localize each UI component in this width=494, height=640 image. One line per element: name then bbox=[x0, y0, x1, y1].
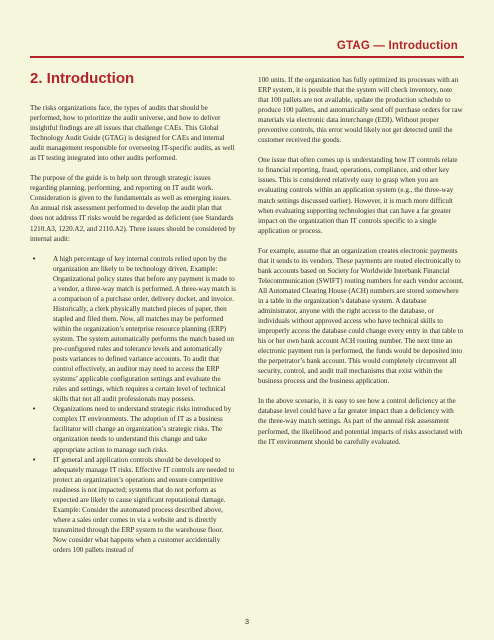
bullet-icon: • bbox=[32, 254, 37, 263]
list-item bbox=[30, 455, 236, 555]
page-number: 3 bbox=[244, 617, 250, 626]
list-item-text: Organizations need to understand strategic risks introduced by complex IT environments. The adoption of IT as a business facilitator will change an organization’s strategic risks. The organization needs to understand this change and take appropriate action to manage such risks. bbox=[53, 405, 232, 454]
intro-paragraph-1: The risks organizations face, the types of audits that should be performed, how to prioritize the audit universe, and how to deliver insightful findings are all issues that challenge CAEs. This Global Technology Audit Guide (GTAG) is designed for CAEs and internal audit management responsible for overseeing IT-specific audits, as well as IT testing integrated into other audits performed. bbox=[30, 104, 235, 163]
bullet-icon: • bbox=[32, 455, 37, 464]
body-paragraph-2: One issue that often comes up is understanding how IT controls relate to financial reporting, fraud, operations, compliance, and other key issues. This is considered relatively easy to grasp when you are evaluating controls within an application system (e.g., the three-way match settings discussed earlier). However, it is much more difficult when evaluating supporting technologies that can have a far greater impact on the organization than IT controls specific to a single application or process. bbox=[258, 156, 458, 235]
section-title: 2. Introduction bbox=[30, 70, 135, 87]
issues-list bbox=[30, 254, 236, 555]
list-item-text: A high percentage of key internal controls relied upon by the organization are likely to be technology driven. Example: Organizational policy states that before any payment is made to a vendor, a three-way match is performed. A three-way match is a comparison of a purchase order, delivery docket, and invoice. Historically, a clerk physically matched pieces of paper, then stapled and filed them. Now, all matches may be performed within the organization’s enterprise resource planning (ERP) system. The system automatically performs the match based on pre-configured rules and tolerance levels and automatically posts variances to defined variance accounts. To audit that control effectively, an auditor may need to access the ERP systems’ applicable configuration settings and evaluate the rules and settings, which requires a certain level of technical skills that not all audit professionals may possess. bbox=[53, 254, 236, 404]
list-item bbox=[30, 404, 236, 454]
list-item bbox=[30, 254, 236, 405]
bullet-icon: • bbox=[32, 405, 37, 414]
body-paragraph-4: In the above scenario, it is easy to see how a control deficiency at the database level could have a far greater impact than a deficiency with the three-way match settings. As part of the annual risk assessment performed, the likelihood and potential impacts of risks associated with the IT environment should be carefully evaluated. bbox=[258, 397, 463, 446]
body-paragraph-3: For example, assume that an organization creates electronic payments that it sends to its vendors. These payments are routed electronically to bank accounts based on Society for Worldwide Interbank Financial Telecommunication (SWIFT) routing numbers for each vendor account. All Automated Clearing House (ACH) numbers are stored somewhere in a table in the organization’s database system. A database administrator, anyone with the right access to the database, or individuals without approved access who have technical skills to improperly access the database could change every entry in that table to his or her own bank account ACH routing number. The next time an electronic payment run is performed, the funds would be deposited into the perpetrator’s bank account. This would completely circumvent all security, control, and audit trail mechanisms that exist within the business process and the business application. bbox=[258, 246, 464, 386]
body-paragraph-1: 100 units. If the organization has fully optimized its processes with an ERP system, it is possible that the system will check inventory, note that 100 pallets are not available, update the production schedule to produce 100 pallets, and automatically send off purchase orders for raw materials via electronic data interchange (EDI). Without proper preventive controls, this error would likely not get detected until the customer received the goods. bbox=[258, 76, 463, 145]
header-rule bbox=[30, 56, 464, 58]
right-column bbox=[258, 75, 464, 457]
intro-paragraph-2: The purpose of the guide is to help sort through strategic issues regarding planning, performing, and reporting on IT audit work. Consideration is given to the fundamentals as well as emerging issues. An annual risk assessment performed to develop the audit plan that does not address IT risks would be regarded as deficient (see Standards 1210.A3, 1220.A2, and 2110.A2). Three issues should be considered by internal audit: bbox=[30, 174, 236, 243]
running-header-title: GTAG — Introduction bbox=[336, 40, 458, 52]
left-column bbox=[30, 68, 236, 555]
list-item-text: IT general and application controls should be developed to adequately manage IT risks. Effective IT controls are needed to protect an organization’s operations and ensure competitive readiness is not impacted; systems that do not perform as expected are likely to cause significant reputational damage. Example: Consider the automated process described above, where a sales order comes in via a website and is directly transmitted through the ERP system to the warehouse floor. Now consider what happens when a customer accidentally orders 100 pallets instead of bbox=[53, 455, 235, 554]
